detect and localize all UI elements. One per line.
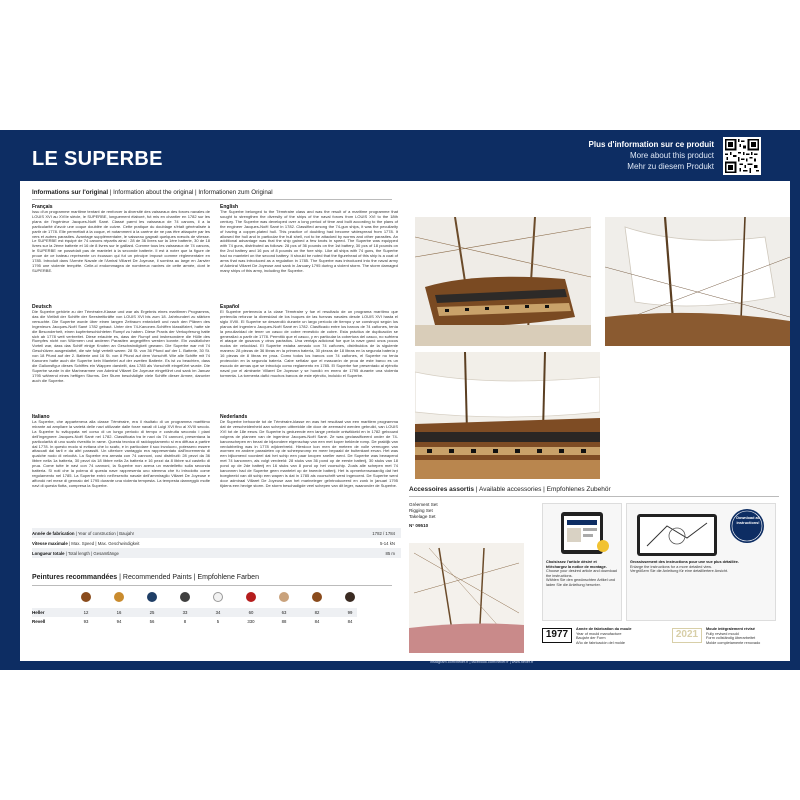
mould-year-badge: 1977 (542, 628, 572, 643)
heller-paint-number: 25 (149, 610, 155, 615)
divider (32, 585, 392, 586)
accessory-ref[interactable]: N° 09510 (409, 523, 429, 528)
lang-de-text: Die Superbe gehörte zu der Téméraire-Klasse und war als Ergebnis eines maritimen Programms, das die Vielfalt der Schiffe der Seestreitkräfte von LOUIS XVI bis zum 18. Jahrhundert zu stärken versuchte. Die Superbe wurde über einen langen Zeitraum entwickelt und nach den Plänen des Ingenieurs Jacques-Noël Sané 1782 gebaut. Unter den 74-Kanonen-Schiffen klassifiziert, hatte sie die Besonderheit, einen kupferbeschichteten Rumpf zu haben. Diese Praxis der Verkupferung hatte sich ab 1778 weit verbreitet. Diese erlaubte es, dass der Rumpf und insbesondere die Hülle des Rumpfes nicht von Würmern und anderen Parasiten angegriffen werden konnte. Ein zusätzlicher Vorteil war, dass das Schiff einige Knoten an Geschwindigkeit gewann. Die Superbe war mit 74 Geschützen ausgestattet, die wie folgt verteilt waren: 28 St. von 36 Pfund auf der 1. Batterie, 30 St. von 18 Pfund auf der 2. Batterie und 16 St. von 8 Pfund auf dem Vorschiff. Wie alle Schiffe mit 74 Kanonen hatte auch die Superbe kein Mantelet auf der zweiten Batterie. Es ist zu beachten, dass die Galionsfigur dieses Schiffes ein Wappen darstellt, das 1785 als Vorschrift eingeführt wurde. Die Superbe wurde in die Marinearmee von Admiral Villaret De Joyeuse eingeführt und sank im Januar 1795 während eines heftigen Sturms. Der Sturm beschädigte viele Schiffe dieser Armee, darunter auch die Superbe. (32, 310, 210, 383)
lang-it-title: Italiano (32, 414, 50, 420)
lang-en-title: English (220, 204, 239, 210)
heller-paint-number: 63 (281, 610, 287, 615)
paint-swatch (81, 592, 91, 602)
paint-swatch (147, 592, 157, 602)
spec-row-length: Longueur totale | Total length | Gesamtlänge 85 m (32, 548, 401, 558)
accessory-photo (409, 543, 524, 653)
step1-de: Wählen Sie den gewünschten Artikel und laden Sie die Anleitung herunter. (546, 578, 616, 587)
step1-en: Choose your desired article and download the instructions. (546, 569, 617, 578)
divider (409, 496, 779, 497)
revell-paint-number: 5 (216, 619, 220, 624)
page-title: LE SUPERBE (32, 148, 163, 170)
photo-rigging (605, 217, 790, 346)
lang-it-text: La Superbe, che apparteneva alla classe Téméraire, era il risultato di un programma marittimo mirante ad ampliare la varietà delle navi utilizzate dalle forze navali di Luigi XVI fino al XVIII secolo. La Superbe fu sviluppata nel corso di un lungo periodo di tempo e costruita secondo i piani dell'ingegnere Jacques-Noël Sané nel 1782. Classificata tra le navi da 74 cannoni, presentava la particolarità di uno scafo rivestito in rame. Questa tecnica di raddoppiamento si era diffusa a partire dal 1778. In questo modo si evitava che lo scafo, e in particolare il suo involucro, potessero essere attaccati dai tarli e da altri parassiti. Un ulteriore vantaggio era rappresentato dall'incremento di qualche nodo di velocità. La Superbe era armata con 74 cannoni, così distribuiti: 28 pezzi da 36 libbre nella 1a batteria, 30 pezzi da 18 libbre nella 2a batteria e 16 pezzi da 8 libbre sul castello di prua. Come tutte le navi con 74 cannoni, la Superbe non aveva un mantelletto sulla seconda batteria. Si noti che la polena di questa nave rappresenta uno stemma che fu introdotto come regolamento nel 1785. La Superbe entrò nell'esercito navale dell'ammiraglio Villaret De Joyeuse e affondò nel mese di gennaio del 1795 durante una violenta tempesta. La tempesta danneggiò molte navi di questa flotta, compresa la Superbe. (32, 420, 210, 488)
mould-year-text: Année de fabrication du moule Year of mould manufacture Baujahr der Form Año de fabricación del molde (576, 627, 632, 645)
revell-paint-number: 84 (347, 619, 353, 624)
lang-en-text: The Superbe belonged to the Téméraire class and was the result of a maritime programme that sought to strengthen the diversity of the ships of the naval forces from LOUIS XVI to the 18th century. The Superbe was developed over a long period of time and built according to the plans of the engineer Jacques-Noël Sané in 1782. Classified among the 74-gun ships, it was the peculiarity of having a copper-plated hull. This practice of doubling had become widespread from 1778. It allowed the hull and in particular the hull shell, not to be attacked by worms and other parasites. An additional advantage was that the ship gained a few knots in speed. The Superbe was equipped with 74 guns, distributed as follows: 28 pcs of 36 pounds on the 1st battery, 30 pcs of 18 pounds on the 2nd battery and 16 pcs of 8 pounds on the fore ship. Like all ships with 74 guns, the Superbe had no mantelet on the second battery. It should be noted that the figurehead of this ship is a coat of arms that was introduced as a regulation in 1785. The Superbe was introduced into the naval army of Admiral Villaret De Joyeuse and sank in January 1795 during a violent storm. The storm damaged many ships of this army, including the Superbe. (220, 210, 398, 273)
revell-label: Revell (32, 619, 46, 624)
heller-paint-number: 34 (215, 610, 221, 615)
product-card (0, 130, 800, 670)
revised-year-text: Moule intégralement révisé Fully revised mould Form vollständig überarbeitet Molde completamente renovado (706, 627, 761, 645)
more-info-block[interactable] (494, 139, 714, 172)
paint-swatch (246, 592, 256, 602)
paint-swatch (114, 592, 124, 602)
heller-paint-number: 99 (347, 610, 353, 615)
paint-swatch (213, 592, 223, 602)
paint-swatch (180, 592, 190, 602)
accessories-heading: Accessoires assortis | Available accessories | Empfohlenes Zubehör (409, 486, 611, 493)
heller-paint-number: 12 (83, 610, 89, 615)
lang-es-text: El Superbe pertenecía a la clase Téméraire y fue el resultado de un programa marítimo que pretendía reforzar la diversidad de los buques de las fuerzas navales desde LOUIS XVI hasta el siglo XVIII. El Superbe se desarrolló durante un largo período de tiempo y se construyó según los planos del ingeniero Jacques-Noël Sané en 1782. Clasificado entre los barcos de 74 cañones, tenía la peculiaridad de tener un casco de cobre revestido de cobre. Esta práctica de duplicación se generalizó a partir de 1778. Permitió que el casco, y en particular la cobertura del casco, no sufriera el ataque de gusanos y otros parásitos. Una ventaja adicional fue que la nave ganó unos pocos nudos de velocidad. El Superbe estaba armado con 74 cañones, distribuidos de la siguiente manera: 28 piezas de 36 libras en la primera batería, 30 piezas de 18 libras en la segunda batería y 16 piezas de 8 libras en proa. Como todos los barcos con 74 cañones, el Superbe no tenía protección en la segunda batería. Cabe señalar que el mascarón de proa de este barco es un escudo de armas que se introdujo como reglamento en 1785. El Superbe fue presentado al ejército naval por el almirante Villaret De Joyeuse y se hundió en enero de 1795 durante una violenta tormenta. La tormenta dañó muchos barcos de este ejército, incluido el Superbe. (220, 310, 398, 378)
paint-swatch (312, 592, 322, 602)
revell-paint-number: 94 (116, 619, 122, 624)
lang-de-title: Deutsch (32, 304, 52, 310)
revised-year-badge: 2021 (672, 628, 702, 643)
photo-broadside (415, 352, 600, 479)
revell-paint-number: 56 (149, 619, 155, 624)
lang-fr-title: Français (32, 204, 53, 210)
paints-heading: Peintures recommandées | Recommended Paints | Empfohlene Farben (32, 574, 259, 581)
accessory-item-en[interactable]: Rigging Set (409, 508, 433, 513)
step2-en: Enlarge the instructions for a more detailed view. (630, 564, 712, 569)
accessory-item-de[interactable]: Takelage Set (409, 514, 436, 519)
divider (32, 199, 392, 200)
lang-nl-title: Nederlands (220, 414, 248, 420)
qr-code-icon[interactable] (723, 137, 761, 175)
revell-paint-number: 93 (83, 619, 89, 624)
revell-paint-number: 330 (247, 619, 255, 624)
text-column-middle (220, 204, 398, 519)
heller-paint-number: 60 (248, 610, 254, 615)
more-info-fr[interactable]: Plus d'information sur ce produit (588, 140, 714, 149)
paint-swatch (345, 592, 355, 602)
step1-fr: Choisissez l'article désiré et téléchargez la notice de montage. (546, 560, 607, 569)
info-heading: Informations sur l'original | Information about the original | Informationen zum Original (32, 189, 273, 196)
revell-paint-number: 8 (183, 619, 187, 624)
heller-label: Heller (32, 610, 45, 615)
download-badge[interactable]: Download all instructions! (736, 516, 760, 525)
step2-de: Vergrößern Sie die Anleitung für eine detailliertere Ansicht. (630, 569, 729, 574)
heller-paint-number: 33 (182, 610, 188, 615)
step2-fr: Grossissement des instructions pour une vue plus détaillée. (630, 560, 739, 564)
accessory-item-fr[interactable]: Gréement Set (409, 502, 438, 507)
lang-nl-text: De Superbe behoorde tot de Téméraire-klasse en was het resultaat van een maritiem programma dat de verscheidenheid aan schepen uitbreidde die door de zeemacht werden gebruikt, van LOUIS XVI tot de 18e eeuw. De Superbe is gedurende een lange periode ontwikkeld en in 1782 gebouwd volgens de plannen van de ingenieur Jacques-Noël Sané. Ze was geclassificeerd onder de 74-kanonschepen en bezat de bijzondere eigenschap van een met koper beklede romp. De praktijk van verdubbeling was in 1778 wijdverbreid. Hierdoor kon men de meteen de volle vermogen van wormen en andere parasieten op de scheepsromp en meer bepaald de buitenkant ervan. Het was een bijkomend voordeel dat het schip een paar knopen sneller werd. De Superbe was bewapend met 74 kanonnen, als volgt verdeeld: 28 stuks van 36 pond op de eerste batterij, 30 stuks van 18 pond op de 2de batterij en 16 stuks van 8 pond op het voorschip. Zoals alle schepen met 74 kanonnen had de Superbe geen mantelet op de tweede batterij. Het is opmerkenswaardig dat het boegbeeld van dit schip een wapen is dat in 1785 als voorschrift werd ingevoerd. De Superbe werd door admiraal Villaret De Joyeuse aan het marineleger geïntroduceerd en zonk in januari 1795 tijdens een hevige storm. De storm beschadigde veel schepen van dit leger, waaronder de Superbe. (220, 420, 398, 488)
more-info-de[interactable]: Mehr zu diesem Produkt (627, 162, 714, 171)
spec-row-speed: Vitesse maximale | Max. Speed | Max. Geschwindigkeit 5-14 kN (32, 540, 395, 546)
heller-paint-number: 82 (314, 610, 320, 615)
text-column-left (32, 204, 210, 519)
more-info-en[interactable]: More about this product (629, 151, 714, 160)
revell-paint-number: 88 (281, 619, 287, 624)
heller-paint-number: 16 (116, 610, 122, 615)
spec-row-year: Année de fabrication | Year of construction | Baujahr 1782 / 1784 (32, 528, 401, 538)
social-links[interactable]: instagram.com/heller.fr | facebook.com/heller.fr | www.heller.fr (430, 660, 534, 664)
revell-paint-number: 84 (314, 619, 320, 624)
instructions-step-2 (626, 503, 776, 621)
info-sheet (20, 181, 790, 661)
lang-es-title: Español (220, 304, 240, 310)
paint-swatch (279, 592, 289, 602)
instructions-step-1 (542, 503, 622, 621)
lang-fr-text: Issu d'un programme maritime tentant de renforcer la diversité des vaisseaux des forces navales de LOUIS XVI au XVIIe siècle, le SUPERBE, longuement élaboré, fut mis en chantier en 1782 sur les plans de l'ingénieur Jacques-Noël Sané. Classé parmi les vaisseaux de 74 canons, il a la particularité d'avoir une coque doublée de cuivre. Cette pratique du doublage s'était généralisée à partir de 1778. Elle permettait à la coque, et notamment à la carène de ne pas être attaquée par les vers et autres parasites. Avantage supplémentaire, le vaisseau gagnait quelques nœuds de vitesse. Le SUPERBE est équipé de 74 canons répartis ainsi : 28 de 36 livres sur la 1ère batterie, 30 de 18 livres sur la 2ème batterie et 16 de 8 livres sur le gaillard. Comme tous les vaisseaux de 74 canons, le SUPERBE ne possédait pas de mantelet à la seconde batterie. Il est à noter que la figure de proue de ce bateau représente un écusson qui fut un principe imposé comme réglementaire en 1785. Introduit dans l'Armée Navale de l'Amiral Villaret De Joyeuse, il sombra au large en Janvier 1795 une violente tempête. Celle-ci endommagea de nombreux navires de cette armée, dont le SUPERBE. (32, 210, 210, 273)
photo-stern (415, 217, 591, 346)
